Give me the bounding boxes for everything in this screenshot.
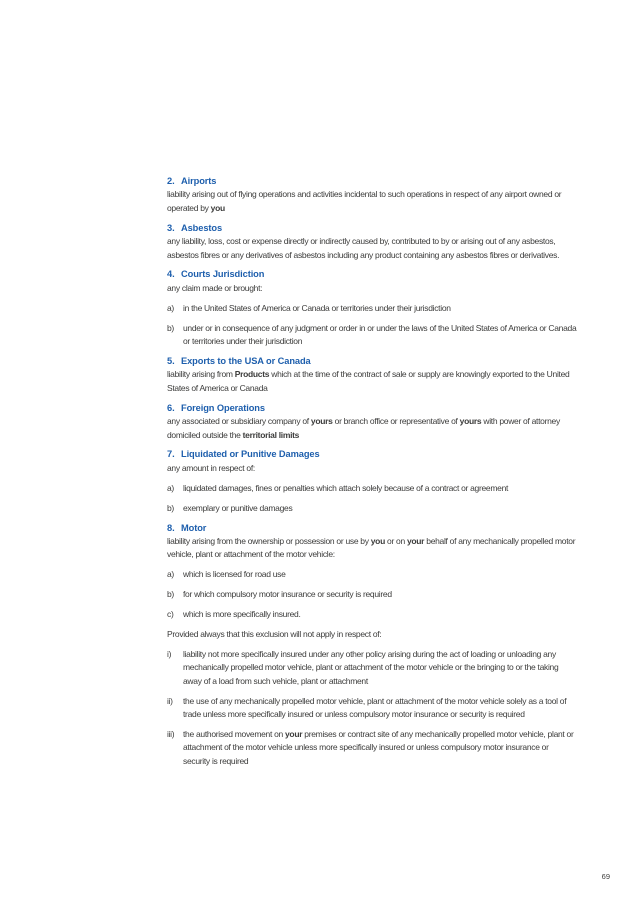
text-run: liquidated damages, fines or penalties which attach solely because of a contract or agreement: [183, 482, 509, 493]
section-heading: [167, 222, 577, 235]
text-run: which is licensed for road use: [183, 569, 286, 580]
section-heading: [167, 175, 577, 188]
list-text: [183, 695, 577, 722]
list-item: [167, 695, 577, 722]
defined-term: territorial limits: [242, 429, 300, 440]
list-item: [167, 502, 577, 515]
text-run: the authorised movement on: [183, 728, 285, 739]
defined-term: yours: [459, 416, 482, 427]
paragraph: [167, 415, 577, 442]
section-title: Exports to the USA or Canada: [181, 355, 311, 366]
list-item: [167, 482, 577, 495]
text-run: premises or contract site of any mechanically propelled motor vehicle, plant or attachment of the motor vehicle unless more specifically insured or unless compulsory motor insurance or security is required: [183, 728, 574, 766]
list-text: [183, 302, 577, 315]
text-run: or on: [384, 535, 407, 546]
list-text: [183, 568, 577, 581]
list-label: a): [167, 302, 174, 313]
text-run: any amount in respect of:: [167, 462, 255, 473]
text-run: any liability, loss, cost or expense directly or indirectly caused by, contributed to by or arising out of any asbestos, asbestos fibres or any derivatives of asbestos including any product containing any asbestos fibres or derivatives.: [167, 236, 560, 260]
policy-section: [167, 448, 577, 515]
section-heading: [167, 402, 577, 415]
text-run: liability arising from: [167, 369, 235, 380]
text-run: liability not more specifically insured under any other policy arising during the act of loading or unloading any mechanically propelled motor vehicle, plant or attachment of the motor vehicle or the bringing to or the taking away of a load from such vehicle, plant or attachment: [183, 648, 559, 686]
section-heading: [167, 268, 577, 281]
list-label: a): [167, 569, 174, 580]
list-label: a): [167, 482, 174, 493]
paragraph: [167, 188, 577, 215]
policy-section: [167, 175, 577, 215]
section-number: 6.: [167, 402, 175, 413]
defined-term: your: [285, 728, 303, 739]
list-text: [183, 728, 577, 768]
defined-term: Products: [234, 369, 270, 380]
list-text: [183, 482, 577, 495]
text-run: which is more specifically insured.: [183, 609, 301, 620]
list-text: [183, 502, 577, 515]
text-run: with power of attorney domiciled outside the: [167, 416, 560, 440]
section-title: Airports: [181, 176, 217, 186]
paragraph: [167, 368, 577, 395]
text-run: any claim made or brought:: [167, 282, 263, 293]
list-label: i): [167, 648, 172, 659]
section-title: Foreign Operations: [181, 402, 265, 413]
paragraph: [167, 628, 577, 641]
paragraph: [167, 235, 577, 262]
defined-term: you: [370, 535, 385, 546]
list-label: c): [167, 609, 174, 620]
list-item: [167, 648, 577, 688]
document-content: [167, 175, 577, 775]
section-number: 5.: [167, 355, 175, 366]
list-text: [183, 322, 577, 349]
list-text: [183, 608, 577, 621]
list-item: [167, 568, 577, 581]
text-run: Provided always that this exclusion will not apply in respect of:: [167, 628, 382, 639]
paragraph: [167, 282, 577, 295]
defined-term: yours: [310, 416, 333, 427]
text-run: which at the time of the contract of sale or supply are knowingly exported to the United States of America or Canada: [167, 369, 570, 393]
text-run: the use of any mechanically propelled motor vehicle, plant or attachment of the motor vehicle solely as a tool of trade unless more specifically insured or unless compulsory motor insurance or security is required: [183, 695, 567, 719]
text-run: for which compulsory motor insurance or security is required: [183, 589, 392, 600]
list-text: [183, 648, 577, 688]
paragraph: [167, 462, 577, 475]
section-title: Motor: [181, 522, 207, 533]
section-heading: [167, 448, 577, 461]
list-item: [167, 608, 577, 621]
list-item: [167, 588, 577, 601]
list-label: ii): [167, 695, 173, 706]
section-number: 7.: [167, 449, 175, 460]
policy-section: [167, 222, 577, 262]
list-label: b): [167, 322, 174, 333]
text-run: behalf of any mechanically propelled motor vehicle, plant or attachment of the motor vehicle:: [167, 535, 576, 560]
page-number: 69: [601, 872, 610, 881]
list-item: [167, 728, 577, 768]
text-run: any associated or subsidiary company of: [167, 416, 311, 427]
section-title: Asbestos: [181, 222, 223, 233]
text-run: under or in consequence of any judgment or order in or under the laws of the United States of America or Canada or territories under their jurisdiction: [183, 322, 577, 347]
text-run: or branch office or representative of: [332, 416, 460, 427]
text-run: in the United States of America or Canada or territories under their jurisdiction: [183, 302, 451, 313]
list-text: [183, 588, 577, 601]
list-label: b): [167, 502, 174, 513]
section-title: Liquidated or Punitive Damages: [181, 449, 320, 460]
text-run: exemplary or punitive damages: [183, 502, 293, 513]
policy-section: [167, 268, 577, 348]
text-run: liability arising from the ownership or possession or use by: [167, 535, 371, 546]
section-title: Courts Jurisdiction: [181, 269, 265, 280]
section-number: 2.: [167, 176, 175, 186]
section-heading: [167, 522, 577, 535]
defined-term: your: [406, 535, 425, 546]
list-item: [167, 302, 577, 315]
section-number: 3.: [167, 222, 175, 233]
section-heading: [167, 355, 577, 368]
list-label: b): [167, 589, 174, 600]
section-number: 8.: [167, 522, 175, 533]
list-item: [167, 322, 577, 349]
policy-section: [167, 402, 577, 442]
policy-section: [167, 522, 577, 769]
text-run: liability arising out of flying operations and activities incidental to such operations in respect of any airport owned or operated by: [167, 189, 562, 213]
section-number: 4.: [167, 269, 175, 280]
defined-term: you: [210, 202, 225, 213]
paragraph: [167, 535, 577, 562]
list-label: iii): [167, 728, 175, 739]
policy-section: [167, 355, 577, 395]
